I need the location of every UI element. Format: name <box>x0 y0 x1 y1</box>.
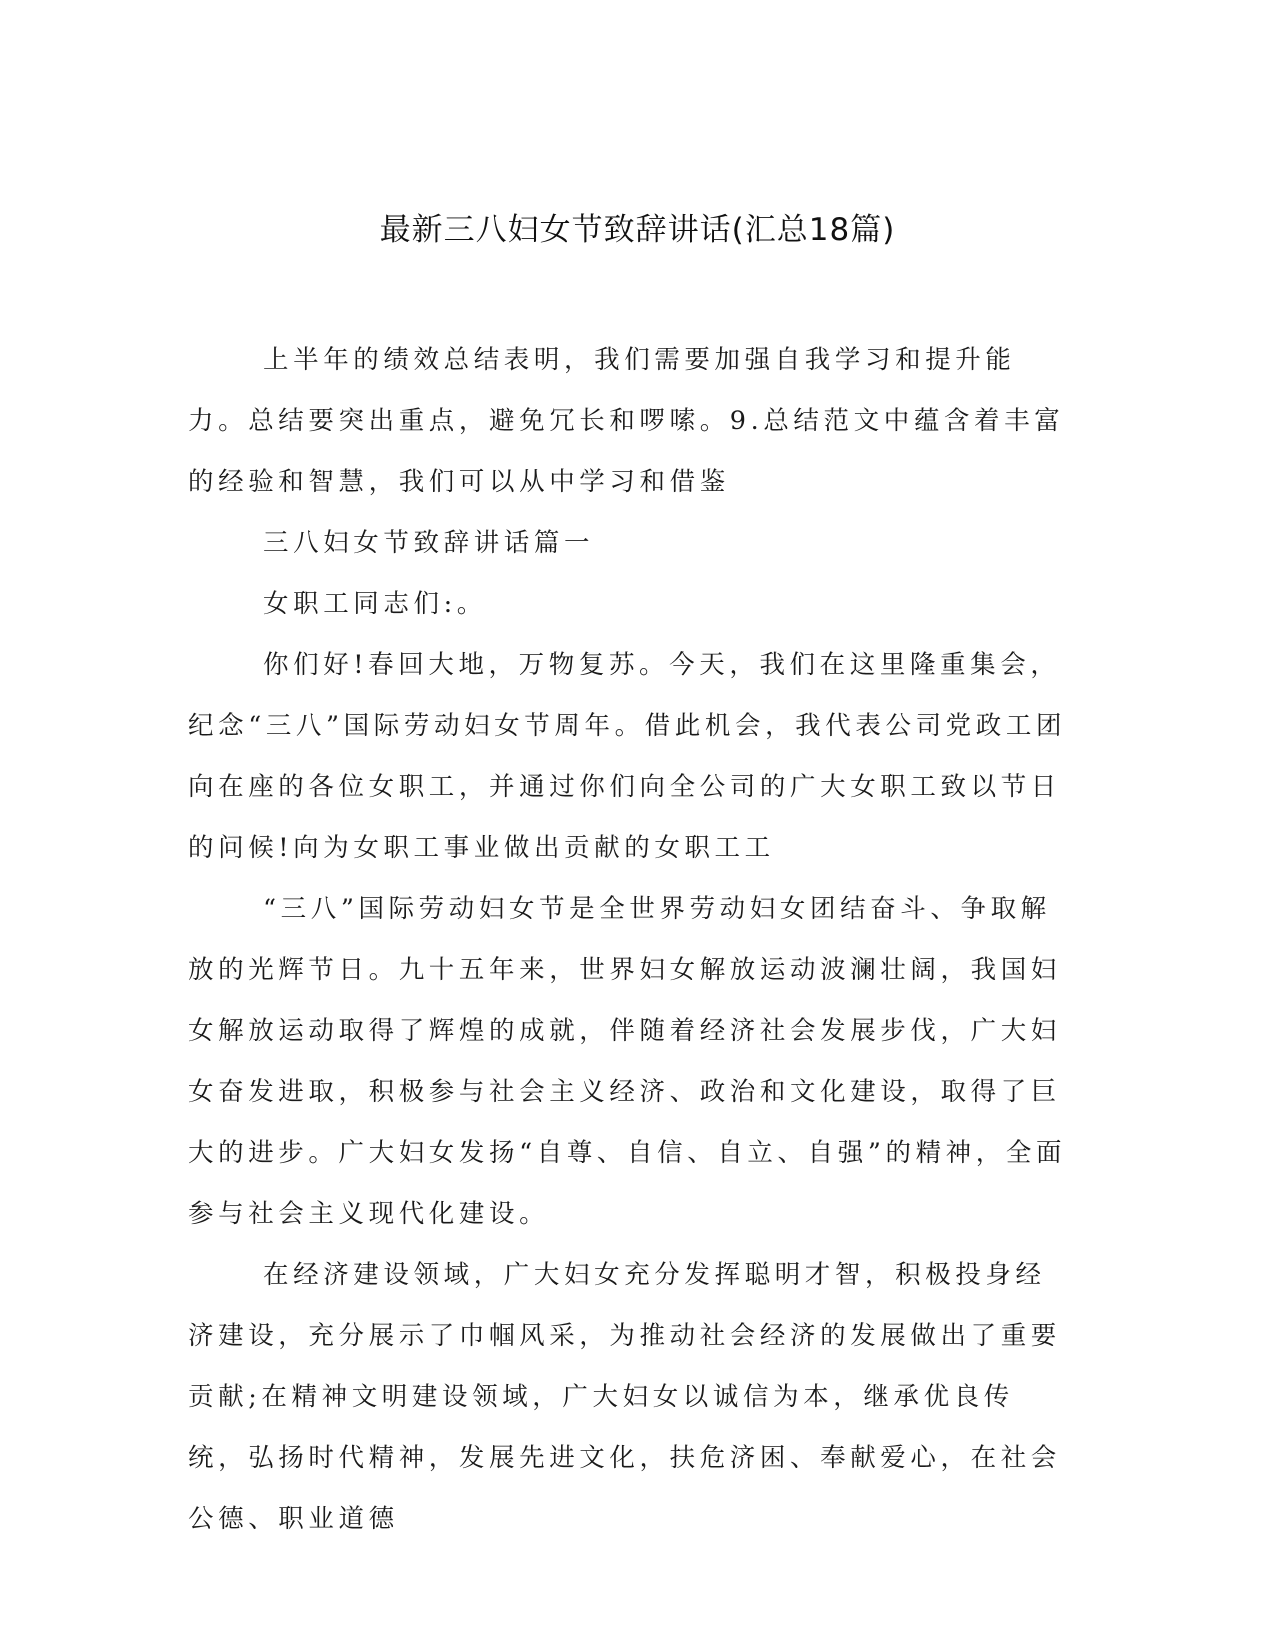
paragraph-intro: 上半年的绩效总结表明，我们需要加强自我学习和提升能力。总结要突出重点，避免冗长和啰嗦。9.总结范文中蕴含着丰富的经验和智慧，我们可以从中学习和借鉴 <box>188 345 1065 497</box>
section-heading: 三八妇女节致辞讲话篇一 <box>263 528 595 558</box>
salutation: 女职工同志们:。 <box>263 589 487 619</box>
paragraph-contributions: 在经济建设领域，广大妇女充分发挥聪明才智，积极投身经济建设，充分展示了巾帼风采，为推动社会经济的发展做出了重要贡献;在精神文明建设领域，广大妇女以诚信为本，继承优良传统，弘扬时代精神，发展先进文化，扶危济困、奉献爱心，在社会公德、职业道德 <box>188 1260 1061 1534</box>
paragraph-greeting: 你们好!春回大地，万物复苏。今天，我们在这里隆重集会，纪念“三八”国际劳动妇女节周年。借此机会，我代表公司党政工团向在座的各位女职工，并通过你们向全公司的广大女职工致以节日的问候!向为女职工事业做出贡献的女职工工 <box>188 650 1067 863</box>
document-body <box>188 330 1073 1550</box>
paragraph-festival-history: “三八”国际劳动妇女节是全世界劳动妇女团结奋斗、争取解放的光辉节日。九十五年来，世界妇女解放运动波澜壮阔，我国妇女解放运动取得了辉煌的成就，伴随着经济社会发展步伐，广大妇女奋发进取，积极参与社会主义经济、政治和文化建设，取得了巨大的进步。广大妇女发扬“自尊、自信、自立、自强”的精神，全面参与社会主义现代化建设。 <box>188 894 1067 1229</box>
document-title: 最新三八妇女节致辞讲话(汇总18篇) <box>379 212 896 248</box>
